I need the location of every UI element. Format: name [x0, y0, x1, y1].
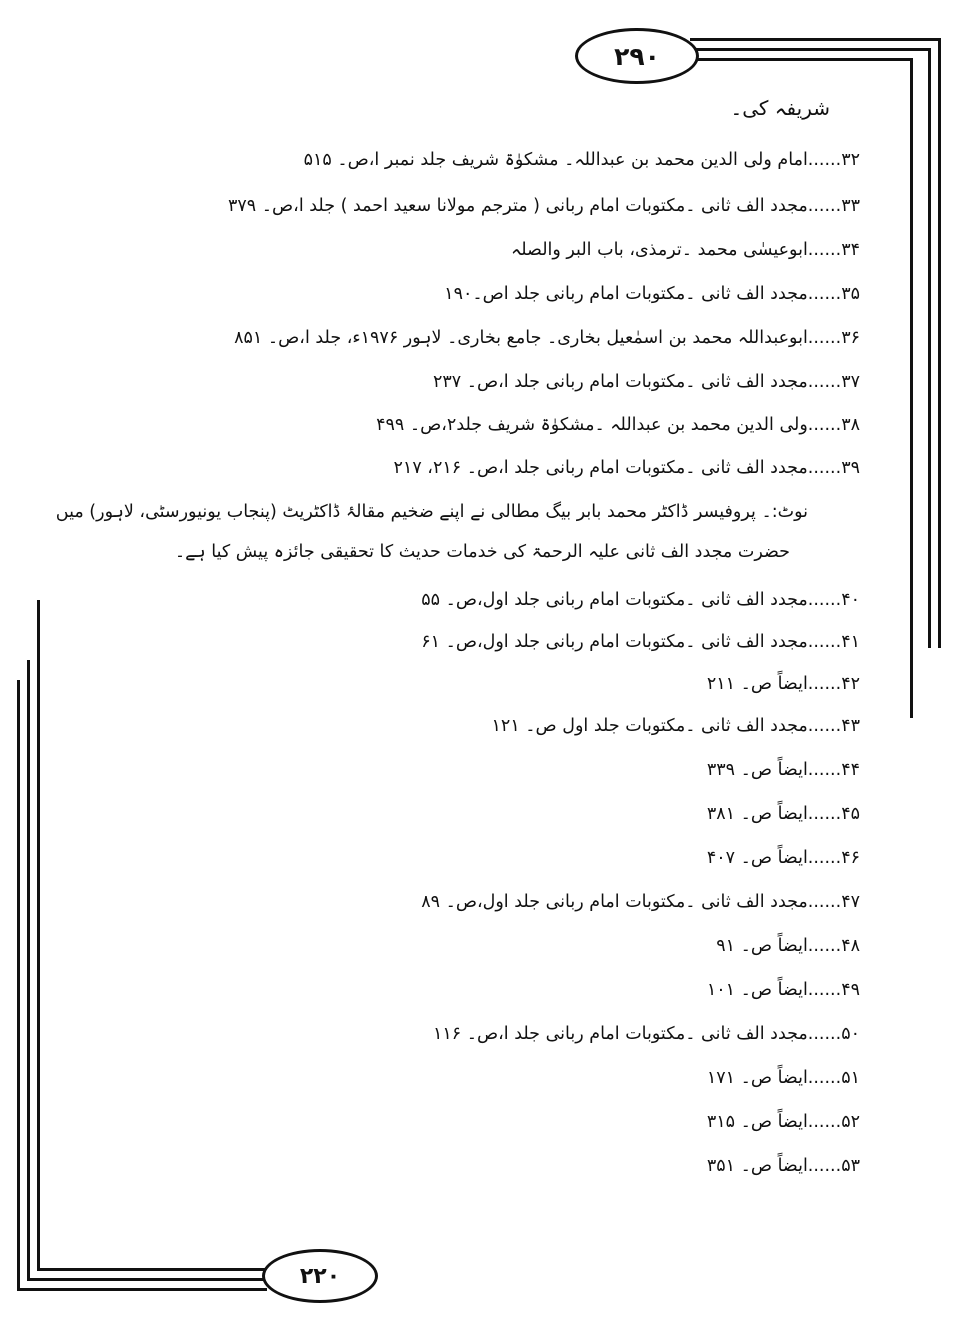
reference-item: ۳۶......ابوعبداللہ محمد بن اسمٰعیل بخاری۔ جامع بخاری۔ لاہور ۱۹۷۶ء، جلد ا،ص۔ ۸۵۱ — [234, 328, 860, 348]
reference-item: ۵۱......ایضاً ص۔ ۱۷۱ — [706, 1068, 860, 1088]
reference-item: ۳۴......ابوعیسٰی محمد ۔ترمذی، باب البر والصلہ — [510, 240, 860, 260]
reference-item: ۵۲......ایضاً ص۔ ۳۱۵ — [706, 1112, 860, 1132]
reference-item: ۴۰......مجدد الف ثانی ۔مکتوبات امام ربانی جلد اول،ص۔ ۵۵ — [421, 590, 860, 610]
reference-item: ۴۲......ایضاً ص۔ ۲۱۱ — [706, 674, 860, 694]
frame-bottom-line-2 — [27, 1278, 267, 1281]
reference-item: ۳۳......مجدد الف ثانی ۔مکتوبات امام ربانی ( مترجم مولانا سعید احمد ) جلد ا،ص۔ ۳۷۹ — [228, 196, 860, 216]
top-page-number: ۲۹۰ — [575, 28, 699, 84]
reference-item: ۵۰......مجدد الف ثانی ۔مکتوبات امام ربانی جلد ا،ص۔ ۱۱۶ — [432, 1024, 860, 1044]
reference-item: ۴۳......مجدد الف ثانی ۔مکتوبات جلد اول ص۔ ۱۲۱ — [491, 716, 860, 736]
reference-item: ۳۹......مجدد الف ثانی ۔مکتوبات امام ربانی جلد ا،ص۔ ۲۱۶، ۲۱۷ — [393, 458, 860, 478]
reference-item: ۳۲......امام ولی الدین محمد بن عبداللہ۔ مشکوٰۃ شریف جلد نمبر ا،ص۔ ۵۱۵ — [303, 150, 860, 170]
frame-left-line-3 — [37, 600, 40, 1270]
reference-item: ۳۷......مجدد الف ثانی ۔مکتوبات امام ربانی جلد ا،ص۔ ۲۳۷ — [432, 372, 860, 392]
frame-bottom-line-3 — [37, 1268, 267, 1271]
frame-left-line-1 — [17, 680, 20, 1290]
reference-item: ۴۴......ایضاً ص۔ ۳۳۹ — [706, 760, 860, 780]
frame-top-line-1 — [690, 38, 940, 41]
frame-right-line-3 — [910, 58, 913, 718]
frame-right-line-2 — [928, 48, 931, 648]
note-line: حضرت مجدد الف ثانی علیہ الرحمۃ کی خدمات حدیث کا تحقیقی جائزہ پیش کیا ہے۔ — [174, 542, 790, 562]
reference-item: ۳۵......مجدد الف ثانی ۔مکتوبات امام ربانی جلد اص۔۱۹۰ — [444, 284, 860, 304]
intro-text: شریفہ کی۔ — [730, 96, 830, 120]
frame-top-line-3 — [690, 58, 912, 61]
reference-item: ۵۳......ایضاً ص۔ ۳۵۱ — [706, 1156, 860, 1176]
reference-item: ۴۸......ایضاً ص۔ ۹۱ — [716, 936, 860, 956]
reference-item: ۴۷......مجدد الف ثانی ۔مکتوبات امام ربانی جلد اول،ص۔ ۸۹ — [421, 892, 860, 912]
reference-item: ۴۶......ایضاً ص۔ ۴۰۷ — [706, 848, 860, 868]
frame-top-line-2 — [690, 48, 930, 51]
bottom-page-number: ۲۲۰ — [262, 1249, 378, 1303]
reference-item: ۴۱......مجدد الف ثانی ۔مکتوبات امام ربانی جلد اول،ص۔ ۶۱ — [421, 632, 860, 652]
note-line: نوٹ:۔ پروفیسر ڈاکٹر محمد بابر بیگ مطالی نے اپنے ضخیم مقالۂ ڈاکٹریٹ (پنجاب یونیورسٹی، لاہور) میں — [55, 502, 808, 522]
reference-item: ۴۹......ایضاً ص۔ ۱۰۱ — [706, 980, 860, 1000]
frame-bottom-line-1 — [17, 1288, 267, 1291]
reference-item: ۳۸......ولی الدین محمد بن عبداللہ ۔مشکوٰۃ شریف جلد۲،ص۔ ۴۹۹ — [376, 415, 860, 435]
frame-left-line-2 — [27, 660, 30, 1280]
reference-item: ۴۵......ایضاً ص۔ ۳۸۱ — [706, 804, 860, 824]
frame-right-line-1 — [938, 38, 941, 648]
